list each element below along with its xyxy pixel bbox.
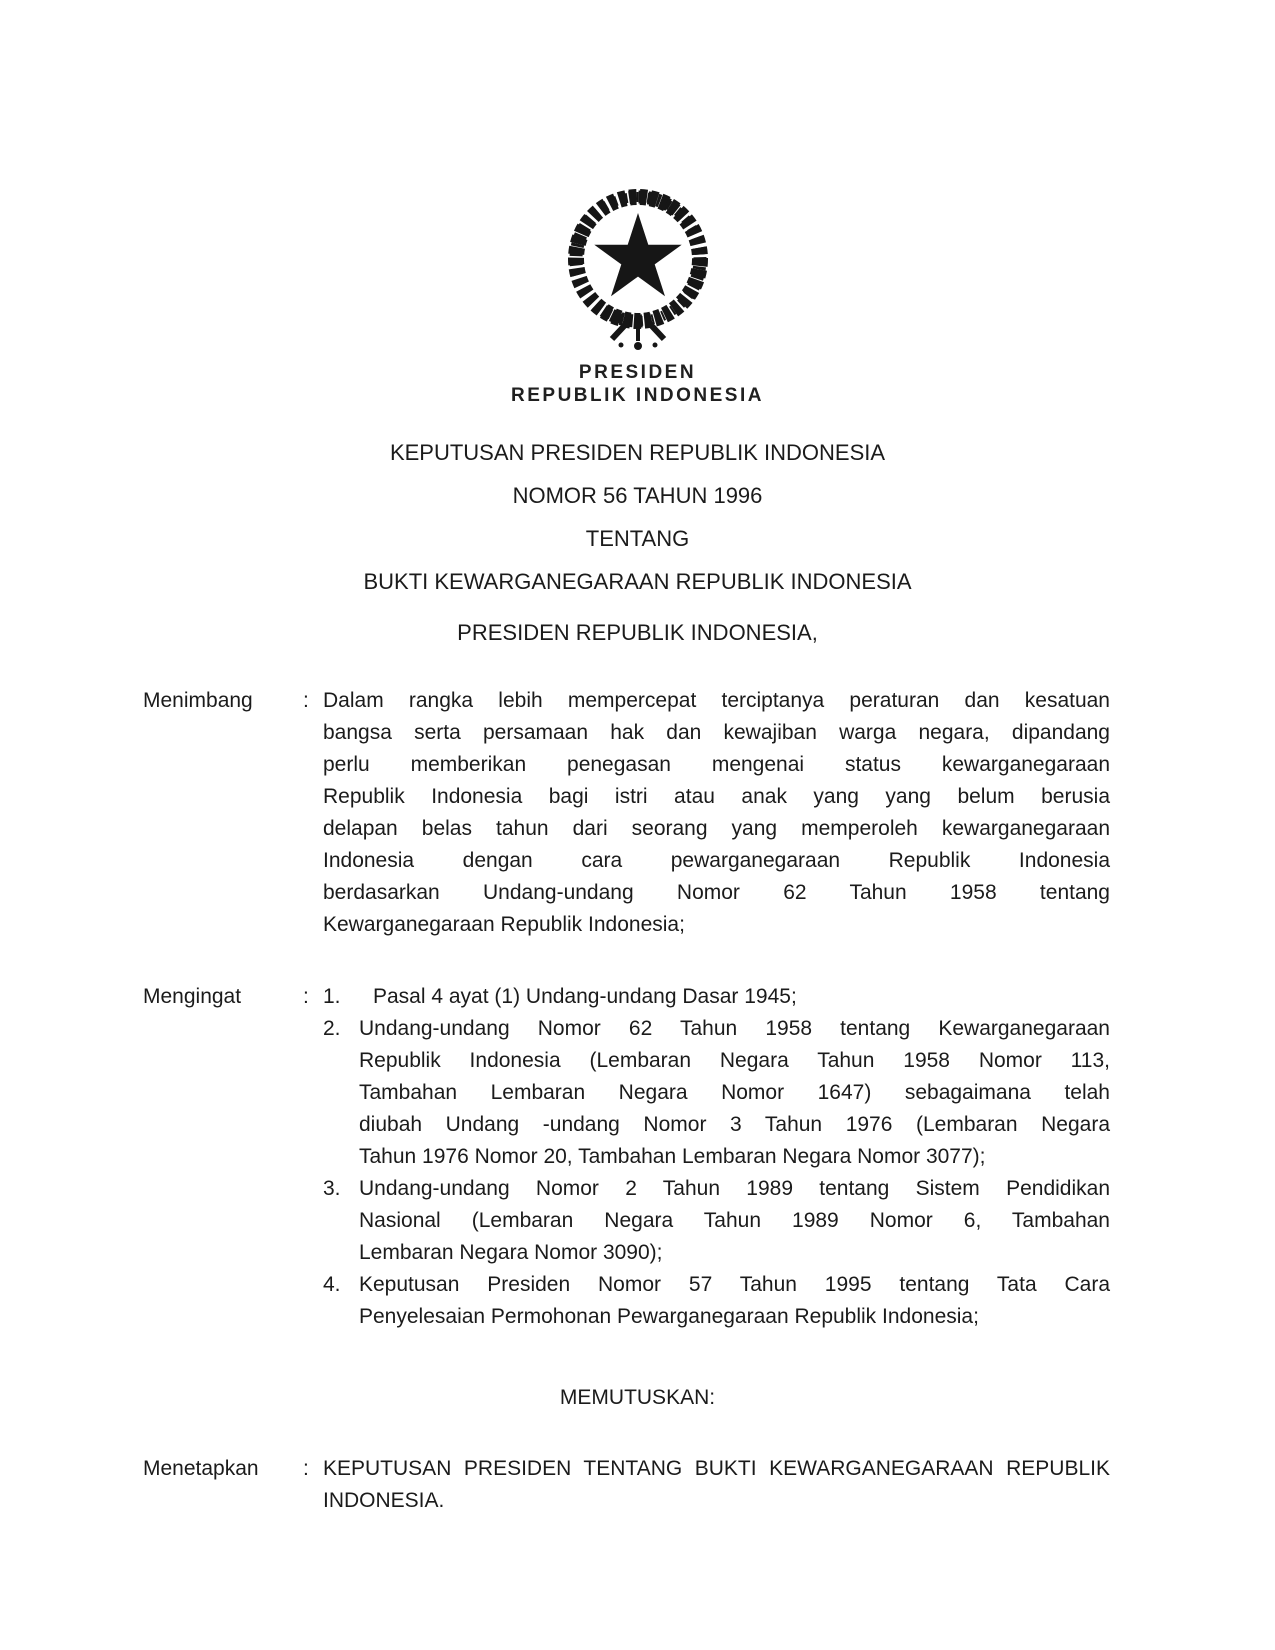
decree-subject-line: BUKTI KEWARGANEGARAAN REPUBLIK INDONESIA bbox=[363, 569, 912, 594]
decree-number-line: NOMOR 56 TAHUN 1996 bbox=[512, 483, 763, 508]
seal-caption-line2: REPUBLIK INDONESIA bbox=[511, 385, 764, 406]
decree-title-block bbox=[0, 431, 1275, 603]
seal-caption bbox=[0, 361, 1275, 407]
considering-colon: : bbox=[303, 689, 309, 712]
reference-number: 2. bbox=[323, 1017, 341, 1040]
legal-reference-item bbox=[323, 1269, 1110, 1333]
reference-text: Pasal 4 ayat (1) Undang-undang Dasar 1945; bbox=[373, 985, 797, 1008]
reference-text: Undang-undang Nomor 2 Tahun 1989 tentang Sistem Pendidikan Nasional (Lembaran Negara Tahun 1989 Nomor 6, Tambahan Lembaran Negara Nomor 3090); bbox=[359, 1177, 1110, 1264]
recalling-colon: : bbox=[303, 985, 309, 1008]
presidential-emblem bbox=[0, 0, 1275, 359]
reference-number: 4. bbox=[323, 1273, 341, 1296]
ribbon-icon bbox=[612, 324, 664, 350]
enacting-label: Menetapkan bbox=[143, 1457, 259, 1480]
opening-salutation: PRESIDEN REPUBLIK INDONESIA, bbox=[457, 620, 818, 645]
considering-clause bbox=[143, 685, 1110, 941]
reference-number: 1. bbox=[323, 985, 341, 1008]
considering-paragraph: Dalam rangka lebih mempercepat terciptanya peraturan dan kesatuan bangsa serta persamaan hak dan kewajiban warga negara, dipandang perlu memberikan penegasan mengenai status kewarganegaraan Republik Indonesia bagi istri atau anak yang yang belum berusia delapan belas tahun dari seorang yang memperoleh kewarganegaraan Indonesia dengan cara pewarganegaraan Republik Indonesia berdasarkan Undang-undang Nomor 62 Tahun 1958 tentang Kewarganegaraan Republik Indonesia; bbox=[323, 689, 1110, 936]
recalling-clause bbox=[143, 981, 1110, 1333]
memutuskan-heading: MEMUTUSKAN: bbox=[559, 1386, 716, 1409]
enacting-clause bbox=[143, 1453, 1110, 1517]
recalling-label: Mengingat bbox=[143, 985, 242, 1008]
legal-reference-item bbox=[323, 981, 1110, 1013]
enacting-paragraph: KEPUTUSAN PRESIDEN TENTANG BUKTI KEWARGANEGARAAN REPUBLIK INDONESIA. bbox=[323, 1457, 1110, 1512]
considering-label: Menimbang bbox=[143, 689, 253, 712]
reference-text: Keputusan Presiden Nomor 57 Tahun 1995 tentang Tata Cara Penyelesaian Permohonan Pewarganegaraan Republik Indonesia; bbox=[359, 1273, 1110, 1328]
star-icon bbox=[594, 213, 681, 296]
reference-number: 3. bbox=[323, 1177, 341, 1200]
decree-tentang-line: TENTANG bbox=[585, 526, 690, 551]
seal-caption-line1: PRESIDEN bbox=[578, 362, 697, 383]
reference-text: Undang-undang Nomor 62 Tahun 1958 tentang Kewarganegaraan Republik Indonesia (Lembaran Negara Tahun 1958 Nomor 113, Tambahan Lembaran Negara Nomor 1647) sebagaimana telah diubah Undang -undang Nomor 3 Tahun 1976 (Lembaran Negara Tahun 1976 Nomor 20, Tambahan Lembaran Negara Nomor 3077); bbox=[359, 1017, 1110, 1168]
legal-reference-item bbox=[323, 1173, 1110, 1269]
legal-reference-list bbox=[323, 981, 1110, 1333]
laurel-wreath-star-emblem-icon bbox=[553, 176, 723, 354]
legal-reference-item bbox=[323, 1013, 1110, 1173]
decree-title-line: KEPUTUSAN PRESIDEN REPUBLIK INDONESIA bbox=[389, 440, 886, 465]
enacting-colon: : bbox=[303, 1457, 309, 1480]
